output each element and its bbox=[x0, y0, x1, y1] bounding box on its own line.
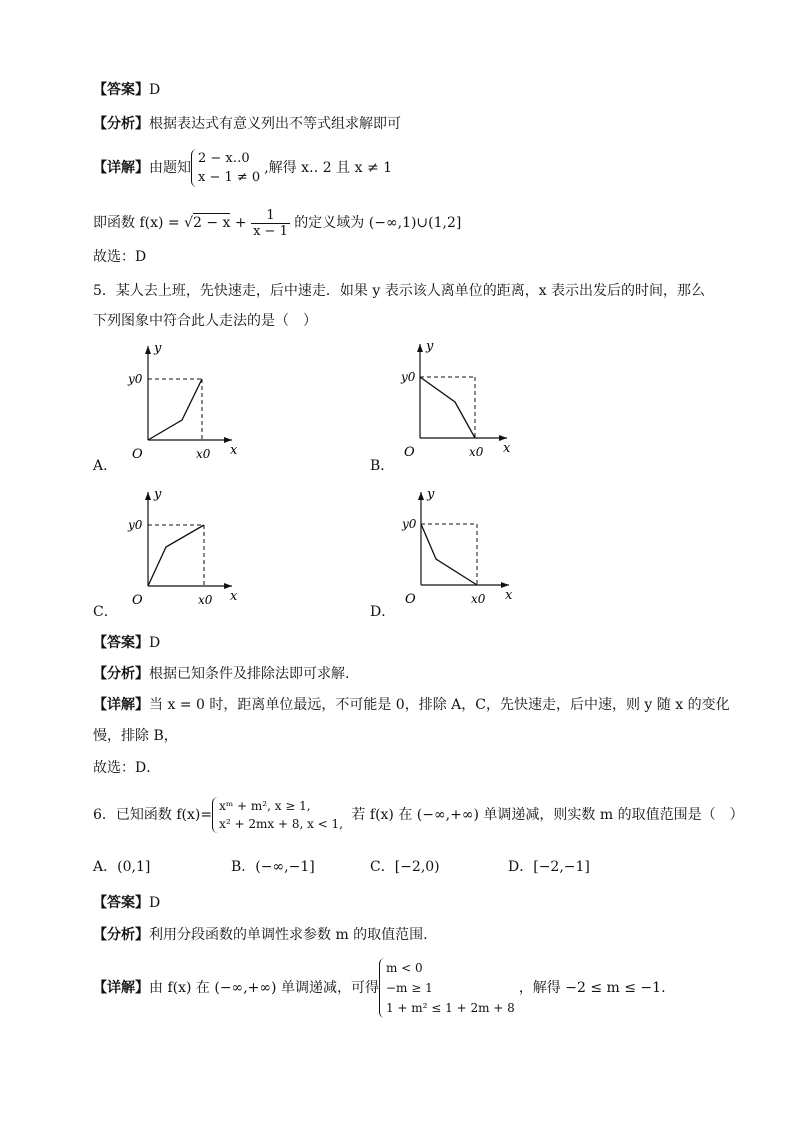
detail-pre: 由 f(x) 在 (−∞,+∞) 单调递减，可得 bbox=[149, 980, 379, 996]
option-value: (−∞,−1] bbox=[255, 859, 315, 875]
q6-answer-line bbox=[93, 893, 160, 913]
axis-y-label: y bbox=[154, 341, 162, 356]
detail-text: 当 x = 0 时，距离单位最远，不可能是 0，排除 A，C，先快速走，后中速，则 y 随 x 的变化 bbox=[149, 697, 730, 713]
q4-function-line: 即函数 f(x) = √2 − x + $\frac{1}{x - 1}$ 的定义域为 (−∞,1)∪(1,2] bbox=[93, 207, 462, 239]
answer-value: D bbox=[149, 82, 161, 98]
option-label: A． bbox=[93, 859, 118, 875]
option-c-label: C． bbox=[93, 604, 118, 620]
q6-detail-line bbox=[93, 955, 666, 1021]
q6-stem-line bbox=[93, 795, 744, 835]
axis-y-label: y bbox=[427, 488, 435, 502]
fraction-numerator: 1 bbox=[251, 208, 290, 224]
system-row: x − 1 ≠ 0 bbox=[198, 170, 261, 185]
detail-tag: 【详解】 bbox=[93, 980, 149, 996]
graph-d bbox=[395, 488, 525, 613]
axis-y-label: y bbox=[154, 488, 162, 502]
y0-label: y0 bbox=[401, 370, 416, 384]
q5-detail-line2: 慢，排除 B， bbox=[93, 728, 178, 744]
detail-tag: 【详解】 bbox=[93, 160, 149, 176]
q5-stem-line2: 下列图象中符合此人走法的是（ ） bbox=[93, 313, 317, 329]
axis-x-label: x bbox=[230, 443, 238, 458]
x0-label: x0 bbox=[469, 445, 484, 459]
system-row: −m ≥ 1 bbox=[385, 981, 433, 995]
detail-post: ，解得 −2 ≤ m ≤ −1. bbox=[518, 980, 666, 996]
q5-conclusion: 故选：D． bbox=[93, 760, 161, 776]
y0-label: y0 bbox=[402, 517, 417, 531]
y0-label: y0 bbox=[128, 518, 143, 532]
fn-plus: + bbox=[230, 215, 252, 231]
option-a-label: A． bbox=[93, 458, 118, 474]
axis-y-label: y bbox=[426, 340, 434, 354]
graph-a bbox=[120, 340, 250, 465]
inequality-system bbox=[379, 958, 519, 1018]
q5-analysis-line bbox=[93, 664, 349, 684]
analysis-tag: 【分析】 bbox=[93, 116, 149, 132]
q6-stem-pre: 6．已知函数 f(x)= bbox=[93, 807, 213, 823]
piecewise-function bbox=[212, 797, 347, 833]
axis-x-label: x bbox=[230, 589, 238, 604]
answer-tag: 【答案】 bbox=[93, 895, 149, 911]
x0-label: x0 bbox=[196, 447, 211, 461]
option-label: C． bbox=[370, 859, 395, 875]
answer-value: D bbox=[149, 895, 161, 911]
axis-x-label: x bbox=[503, 441, 511, 456]
graph-b bbox=[395, 340, 525, 465]
piece-row: xᵐ + m², x ≥ 1, bbox=[219, 799, 311, 813]
detail-pre: 由题知 bbox=[149, 160, 191, 176]
analysis-tag: 【分析】 bbox=[93, 666, 149, 682]
option-value: (0,1] bbox=[117, 859, 151, 875]
origin-label: O bbox=[404, 445, 415, 460]
option-label: D． bbox=[508, 859, 534, 875]
analysis-text: 利用分段函数的单调性求参数 m 的取值范围. bbox=[149, 927, 428, 943]
q4-conclusion: 故选：D bbox=[93, 249, 147, 265]
q4-answer-line bbox=[93, 80, 160, 100]
fn-post: 的定义域为 (−∞,1)∪(1,2] bbox=[289, 215, 462, 231]
fraction-denominator: x − 1 bbox=[253, 223, 288, 239]
origin-label: O bbox=[132, 447, 143, 462]
detail-tag: 【详解】 bbox=[93, 697, 149, 713]
option-value: [−2,0) bbox=[394, 859, 440, 875]
analysis-text: 根据已知条件及排除法即可求解. bbox=[149, 666, 350, 682]
q5-answer-line bbox=[93, 633, 160, 653]
inequality-system bbox=[191, 149, 264, 187]
q5-stem-line1: 5．某人去上班，先快速走，后中速走．如果 y 表示该人离单位的距离，x 表示出发后的时间，那么 bbox=[93, 283, 706, 299]
q5-detail-line1 bbox=[93, 695, 730, 715]
option-label: B． bbox=[231, 859, 256, 875]
detail-post: ,解得 x‥ 2 且 x ≠ 1 bbox=[264, 160, 393, 176]
q6-option-d bbox=[508, 856, 590, 876]
answer-value: D bbox=[149, 635, 161, 651]
option-value: [−2,−1] bbox=[533, 859, 590, 875]
system-row: 1 + m² ≤ 1 + 2m + 8 bbox=[385, 1001, 515, 1015]
q6-option-a bbox=[93, 856, 150, 876]
fn-sqrt: 2 − x bbox=[193, 215, 231, 231]
origin-label: O bbox=[132, 593, 143, 608]
q4-detail-line bbox=[93, 148, 392, 188]
option-d-label: D． bbox=[370, 604, 396, 620]
graph-c bbox=[120, 488, 250, 613]
fn-fraction bbox=[251, 208, 290, 239]
q6-option-c bbox=[370, 856, 440, 876]
answer-tag: 【答案】 bbox=[93, 82, 149, 98]
piece-row: x² + 2mx + 8, x < 1, bbox=[219, 817, 343, 831]
x0-label: x0 bbox=[198, 593, 213, 607]
analysis-text: 根据表达式有意义列出不等式组求解即可 bbox=[149, 116, 401, 132]
fn-pre: 即函数 f(x) = bbox=[93, 215, 185, 231]
x0-label: x0 bbox=[471, 592, 486, 606]
analysis-tag: 【分析】 bbox=[93, 927, 149, 943]
q4-analysis-line bbox=[93, 114, 401, 134]
q6-option-b bbox=[231, 856, 315, 876]
q6-analysis-line bbox=[93, 925, 428, 945]
q6-stem-post: 若 f(x) 在 (−∞,+∞) 单调递减，则实数 m 的取值范围是（ ） bbox=[346, 807, 744, 823]
axis-x-label: x bbox=[505, 588, 513, 603]
system-row: m < 0 bbox=[385, 961, 423, 975]
origin-label: O bbox=[405, 592, 416, 607]
y0-label: y0 bbox=[128, 372, 143, 386]
option-b-label: B． bbox=[370, 458, 395, 474]
system-row: 2 − x‥0 bbox=[198, 151, 250, 166]
answer-tag: 【答案】 bbox=[93, 635, 149, 651]
